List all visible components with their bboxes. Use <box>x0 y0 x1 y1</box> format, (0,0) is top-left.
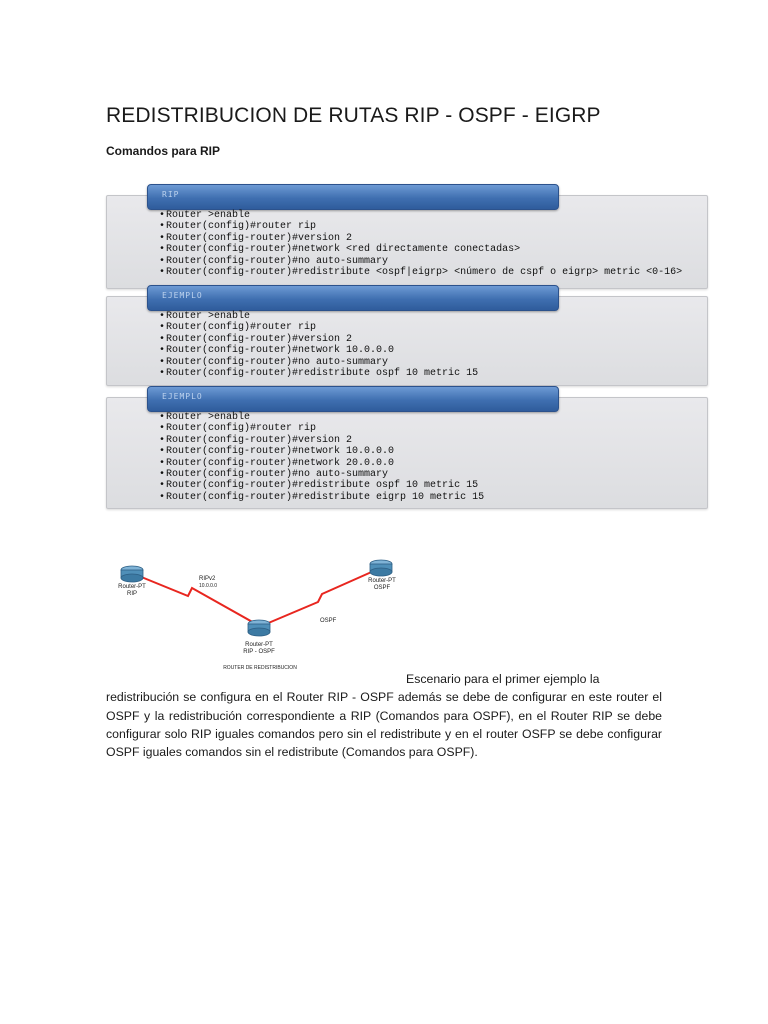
router-left-sublabel: RIP <box>126 591 138 597</box>
scenario-paragraph <box>106 670 662 761</box>
document-title: REDISTRIBUCION DE RUTAS RIP - OSPF - EIGRP <box>106 104 601 127</box>
command-line: • Router(config-router)#no auto-summary <box>159 256 682 267</box>
command-line: • Router(config-router)#redistribute ospf 10 metric 15 <box>159 480 484 491</box>
diagram-caption: ROUTER DE REDISTRIBUCION <box>223 665 297 671</box>
command-line: • Router(config)#router rip <box>159 423 484 434</box>
command-line: • Router(config-router)#network 10.0.0.0 <box>159 446 484 457</box>
command-line: • Router(config-router)#version 2 <box>159 435 484 446</box>
router-right-icon <box>370 560 392 576</box>
command-line: • Router(config-router)#network <red directamente conectadas> <box>159 244 682 255</box>
command-block-example-2 <box>106 392 708 509</box>
command-line: • Router(config-router)#no auto-summary <box>159 357 478 368</box>
block-header-label: RIP <box>162 190 180 199</box>
block-header <box>147 386 559 412</box>
command-block-rip <box>106 190 708 289</box>
command-line: • Router(config-router)#redistribute eigrp 10 metric 15 <box>159 492 484 503</box>
router-left-icon <box>121 566 143 582</box>
router-center-sublabel: RIP - OSPF <box>243 649 275 655</box>
command-line: • Router >enable <box>159 210 682 221</box>
rip-link <box>134 574 256 624</box>
command-line: • Router(config-router)#network 10.0.0.0 <box>159 345 478 356</box>
command-line: • Router(config)#router rip <box>159 221 682 232</box>
command-list <box>159 311 478 379</box>
command-list <box>159 210 682 278</box>
rip-network-label: 10.0.0.0 <box>199 583 218 589</box>
command-line: • Router >enable <box>159 311 478 322</box>
paragraph-body: redistribución se configura en el Router RIP - OSPF además se debe de configurar en este router el OSPF y la redistribución correspondiente a RIP (Comandos para OSPF), en el Router RIP se debe configurar solo RIP iguales comandos pero sin el redistribute y en el router OSFP se debe configurar OSPF iguales comandos sin el redistribute (Comandos para OSPF). <box>106 690 662 760</box>
command-block-example-1 <box>106 291 708 386</box>
command-line: • Router(config-router)#network 20.0.0.0 <box>159 458 484 469</box>
command-line: • Router >enable <box>159 412 484 423</box>
block-header <box>147 285 559 311</box>
paragraph-lead: Escenario para el primer ejemplo la <box>406 672 600 686</box>
router-center-icon <box>248 620 270 636</box>
block-header <box>147 184 559 210</box>
command-list <box>159 412 484 503</box>
ospf-link-label: OSPF <box>320 618 337 624</box>
command-line: • Router(config-router)#version 2 <box>159 334 478 345</box>
command-line: • Router(config)#router rip <box>159 322 478 333</box>
router-center-label: Router-PT <box>245 642 273 648</box>
block-header-label: EJEMPLO <box>162 291 203 300</box>
command-line: • Router(config-router)#no auto-summary <box>159 469 484 480</box>
block-header-label: EJEMPLO <box>162 392 203 401</box>
network-diagram <box>106 552 426 674</box>
ospf-link <box>266 570 376 624</box>
section-subtitle: Comandos para RIP <box>106 144 221 158</box>
command-line: • Router(config-router)#version 2 <box>159 233 682 244</box>
rip-link-label: RIPv2 <box>199 576 216 582</box>
command-line: • Router(config-router)#redistribute ospf 10 metric 15 <box>159 368 478 379</box>
command-line: • Router(config-router)#redistribute <ospf|eigrp> <número de cspf o eigrp> metric <0-16> <box>159 267 682 278</box>
router-right-label: Router-PT <box>368 578 396 584</box>
router-left-label: Router-PT <box>118 584 146 590</box>
router-right-sublabel: OSPF <box>373 585 391 591</box>
